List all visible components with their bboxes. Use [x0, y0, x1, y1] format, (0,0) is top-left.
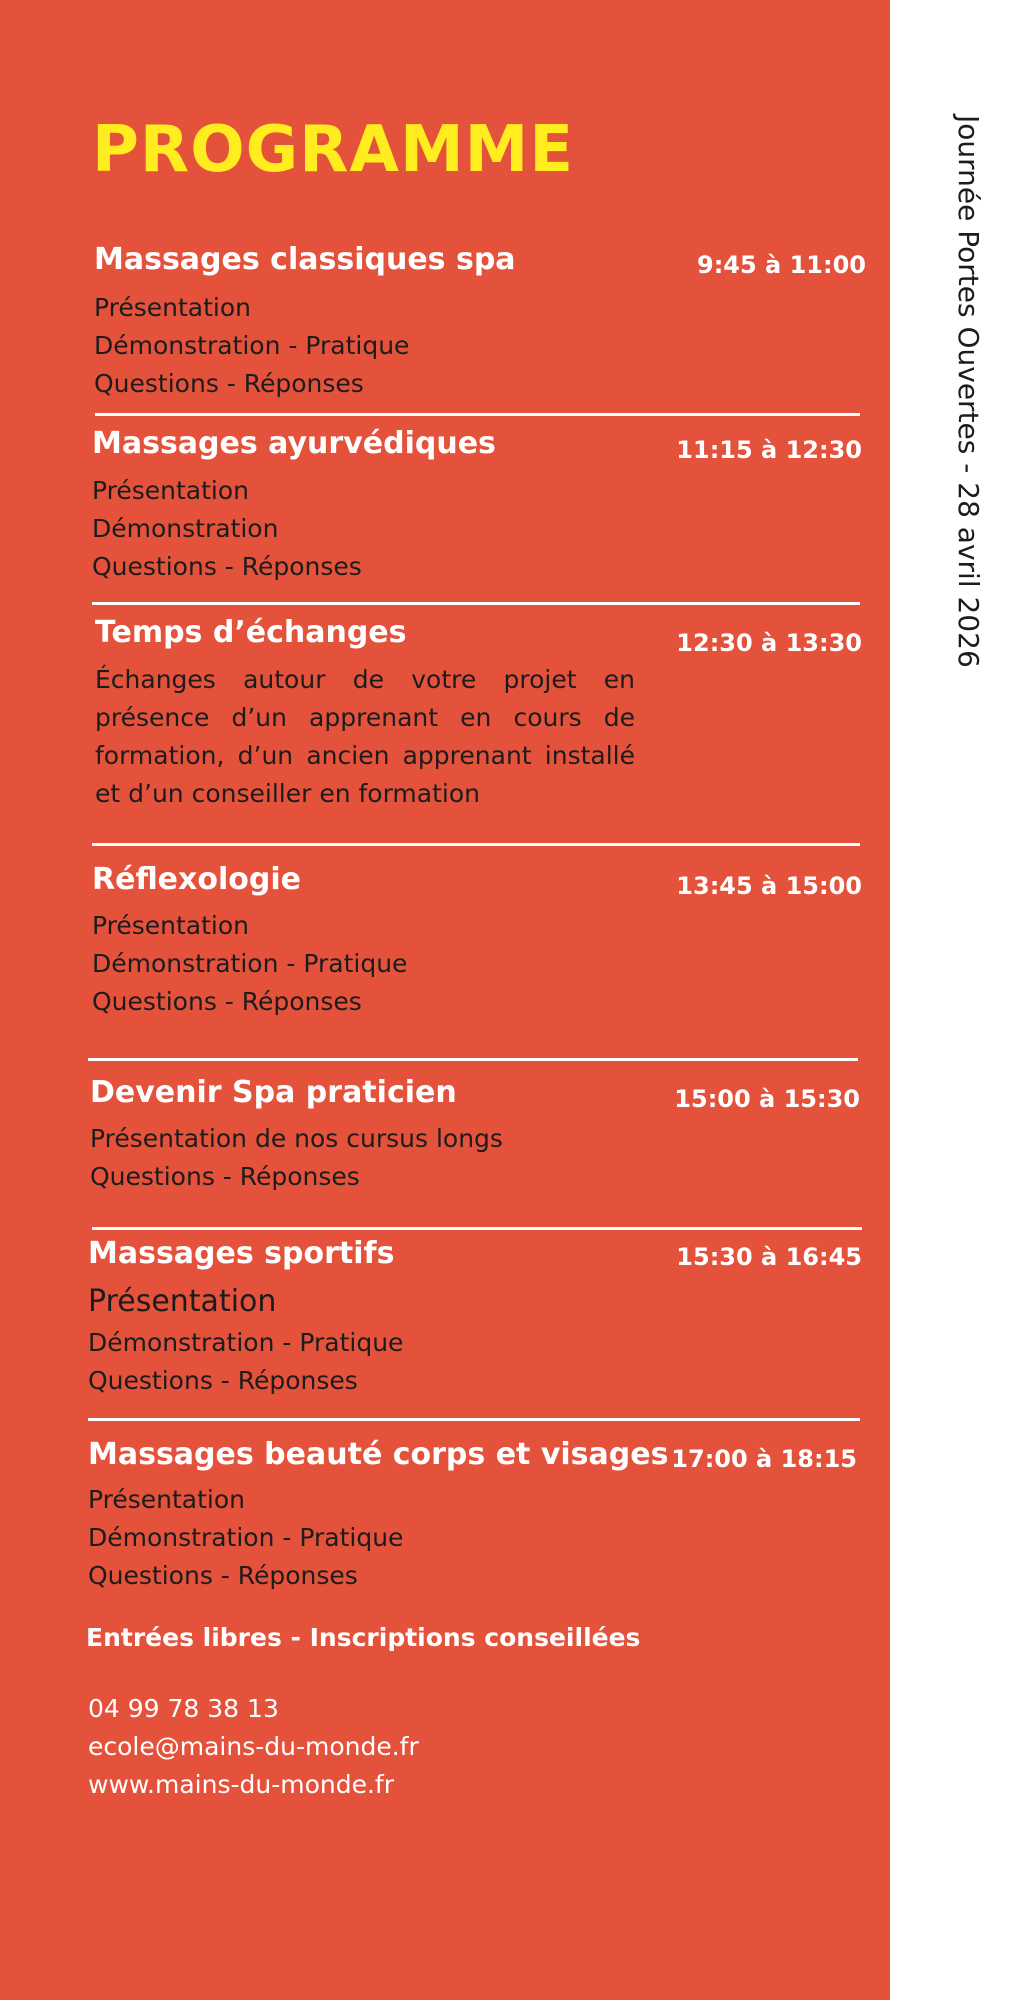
item-time: 15:30 à 16:45	[676, 1243, 862, 1271]
item-line: Présentation	[94, 293, 252, 322]
item-time: 12:30 à 13:30	[676, 629, 862, 657]
item-title: Massages beauté corps et visages	[88, 1437, 669, 1472]
item-lines	[94, 289, 409, 403]
item-line: Questions - Réponses	[88, 1366, 358, 1395]
item-lines	[88, 1481, 403, 1595]
item-title: Massages classiques spa	[94, 242, 516, 277]
contact-website[interactable]: www.mains-du-monde.fr	[88, 1770, 395, 1799]
item-lines	[90, 1120, 503, 1196]
divider	[92, 1227, 862, 1230]
registration-note: Entrées libres - Inscriptions conseillées	[86, 1623, 641, 1652]
divider	[88, 1058, 858, 1061]
item-title: Devenir Spa praticien	[90, 1075, 457, 1110]
item-line: Questions - Réponses	[92, 552, 362, 581]
item-time: 9:45 à 11:00	[697, 251, 866, 279]
item-description: Échanges autour de votre projet en présence d’un apprenant en cours de formation, d’un ancien apprenant installé et d’un conseiller en formation	[95, 665, 635, 808]
divider	[92, 602, 860, 605]
divider	[95, 413, 860, 416]
item-title: Réflexologie	[92, 862, 301, 897]
item-line: Présentation	[92, 911, 250, 940]
item-time: 17:00 à 18:15	[671, 1445, 857, 1473]
item-line: Questions - Réponses	[94, 369, 364, 398]
item-line: Présentation	[92, 476, 250, 505]
page-title: PROGRAMME	[92, 113, 575, 187]
item-line: Démonstration - Pratique	[94, 331, 410, 360]
item-line: Présentation de nos cursus longs	[90, 1124, 503, 1153]
item-line: Présentation	[88, 1284, 277, 1319]
item-lines	[88, 1280, 403, 1400]
item-line: Questions - Réponses	[92, 987, 362, 1016]
item-time: 15:00 à 15:30	[674, 1085, 860, 1113]
item-line: Démonstration - Pratique	[88, 1523, 404, 1552]
item-line: Présentation	[88, 1485, 246, 1514]
item-line: Démonstration	[92, 514, 279, 543]
contact-phone[interactable]: 04 99 78 38 13	[88, 1694, 279, 1723]
contact-block	[88, 1690, 419, 1804]
divider	[92, 843, 860, 846]
item-line: Démonstration - Pratique	[88, 1328, 404, 1357]
item-line: Démonstration - Pratique	[92, 949, 408, 978]
contact-email[interactable]: ecole@mains-du-monde.fr	[88, 1732, 419, 1761]
item-lines	[92, 472, 362, 586]
item-time: 13:45 à 15:00	[676, 872, 862, 900]
item-line: Questions - Réponses	[88, 1561, 358, 1590]
item-title: Temps d’échanges	[95, 615, 407, 650]
item-time: 11:15 à 12:30	[676, 436, 862, 464]
item-title: Massages ayurvédiques	[92, 426, 496, 461]
divider	[88, 1418, 860, 1421]
item-title: Massages sportifs	[88, 1236, 395, 1271]
item-line: Questions - Réponses	[90, 1162, 360, 1191]
event-date-banner: Journée Portes Ouvertes - 28 avril 2026	[952, 115, 985, 668]
item-lines	[92, 907, 407, 1021]
